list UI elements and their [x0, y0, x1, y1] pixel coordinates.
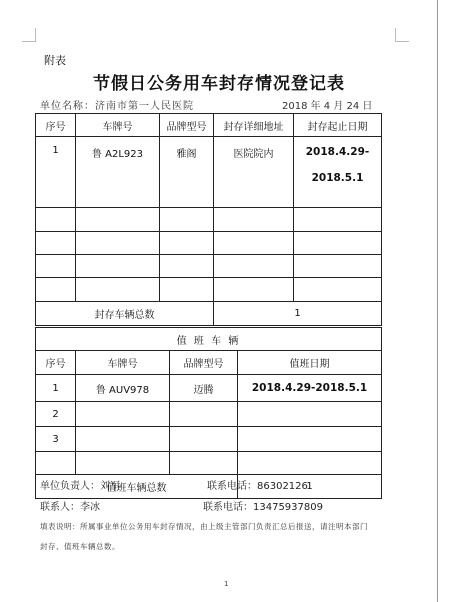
- total-row: [36, 302, 382, 326]
- leader-phone: 联系电话：86302126: [207, 481, 308, 492]
- row-number: 1: [36, 375, 76, 402]
- crop-mark-top-right: [395, 28, 409, 42]
- crop-mark-top-left: [22, 28, 36, 42]
- contact-phone: 联系电话：13475937809: [203, 502, 323, 513]
- seal-address: 医院院内: [214, 137, 294, 208]
- header-cell: 品牌型号: [170, 351, 238, 375]
- plate-number: 鲁 AUV978: [76, 375, 170, 402]
- table-row: [36, 278, 382, 302]
- header-cell: 序号: [36, 351, 76, 375]
- header-cell: 值班日期: [238, 351, 382, 375]
- table-row: [36, 427, 382, 452]
- duty-section-title: 值 班 车 辆: [36, 328, 382, 351]
- table-header-row: [36, 114, 382, 137]
- section-title-row: [36, 328, 382, 351]
- row-number: 1: [36, 137, 76, 208]
- duty-total-value: 1: [238, 475, 382, 499]
- header-cell: 封存起止日期: [294, 114, 382, 137]
- table-row: [36, 137, 382, 208]
- header-cell: 封存详细地址: [214, 114, 294, 137]
- page-title: 节假日公务用车封存情况登记表: [93, 74, 345, 94]
- seal-date-start: 2018.4.29-: [305, 146, 370, 158]
- header-cell: 序号: [36, 114, 76, 137]
- duty-vehicles-table: [35, 327, 382, 499]
- fill-date: 2018 年 4 月 24 日: [282, 101, 373, 112]
- table-header-row: [36, 351, 382, 375]
- duty-total-label: 值班车辆总数: [36, 475, 238, 499]
- plate-number: 鲁 A2L923: [76, 137, 160, 208]
- sealed-total-label: 封存车辆总数: [36, 302, 214, 326]
- seal-dates: [294, 137, 382, 208]
- table-row: [36, 208, 382, 232]
- header-cell: 品牌型号: [160, 114, 214, 137]
- seal-date-end: 2018.5.1: [311, 172, 364, 184]
- brand-model: 雅阁: [160, 137, 214, 208]
- unit-leader: 单位负责人：刘军: [40, 481, 120, 492]
- header-cell: 车牌号: [76, 114, 160, 137]
- sealed-vehicles-table: [35, 113, 382, 326]
- page-number: 1: [224, 580, 229, 588]
- brand-model: 迈腾: [170, 375, 238, 402]
- duty-dates: 2018.4.29-2018.5.1: [238, 375, 382, 402]
- row-number: 2: [36, 402, 76, 427]
- appendix-label: 附表: [44, 54, 66, 67]
- fill-instructions-cont: 封存、值班车辆总数。: [40, 542, 120, 551]
- table-row: [36, 375, 382, 402]
- table-row: [36, 255, 382, 278]
- unit-name: 单位名称：济南市第一人民医院: [40, 101, 194, 112]
- table-row: [36, 402, 382, 427]
- table-row: [36, 452, 382, 475]
- sealed-total-value: 1: [214, 302, 382, 326]
- row-number: 3: [36, 427, 76, 452]
- contact-person: 联系人：李冰: [40, 502, 100, 513]
- header-cell: 车牌号: [76, 351, 170, 375]
- table-row: [36, 232, 382, 255]
- fill-instructions: 填表说明：所属事业单位公务用车封存情况，由上级主管部门负责汇总后报送，请注明本部门: [40, 522, 368, 531]
